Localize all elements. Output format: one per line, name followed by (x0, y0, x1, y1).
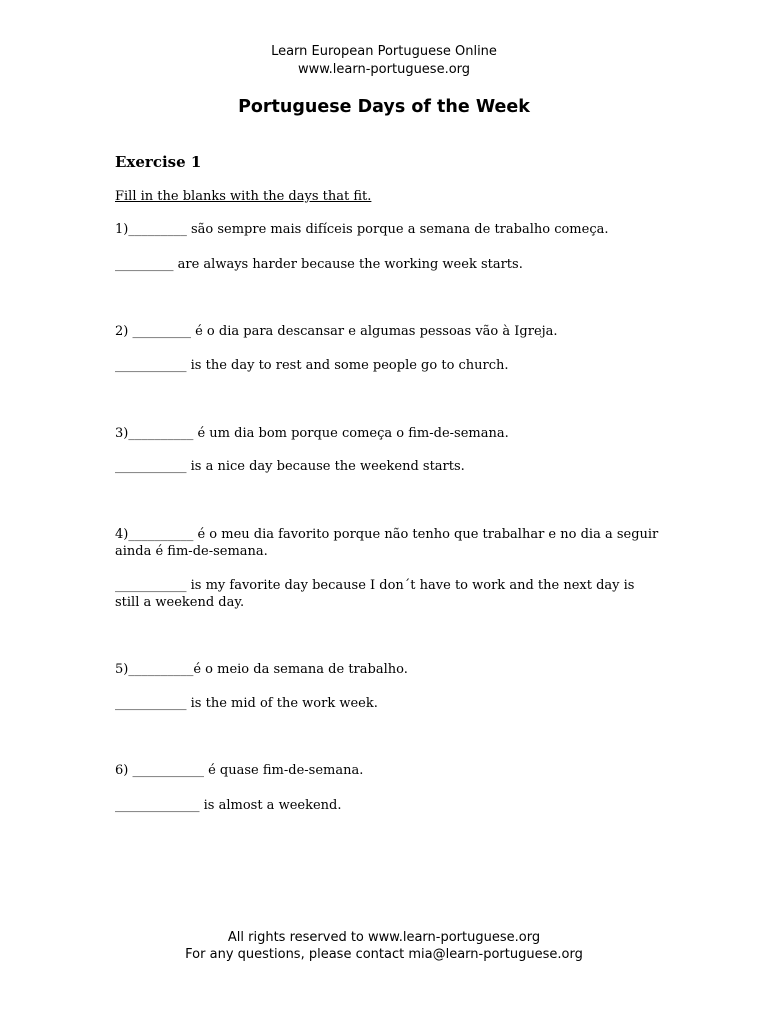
exercise-item-6-portuguese: 6) ___________ é quase fim-de-semana. (115, 763, 364, 778)
exercise-instruction: Fill in the blanks with the days that fit. (115, 189, 372, 204)
site-url: www.learn-portuguese.org (297, 62, 471, 77)
exercise-item-5-english: ___________ is the mid of the work week. (115, 696, 378, 711)
exercise-item-2-english: ___________ is the day to rest and some people go to church. (115, 358, 509, 373)
document-footer (0, 929, 768, 963)
site-name: Learn European Portuguese Online (271, 44, 497, 59)
exercise-item-5-portuguese: 5)__________é o meio da semana de trabalho. (115, 662, 408, 677)
exercise-item-6-english: _____________ is almost a weekend. (115, 798, 342, 813)
exercise-item-3-english: ___________ is a nice day because the weekend starts. (115, 459, 465, 474)
exercise-item-3-portuguese: 3)__________ é um dia bom porque começa o fim-de-semana. (115, 426, 509, 441)
exercise-item-4-english: ___________ is my favorite day because I don´t have to work and the next day is still a weekend day. (115, 578, 635, 610)
exercise-heading: Exercise 1 (115, 153, 202, 171)
exercise-item-4-portuguese: 4)__________ é o meu dia favorito porque não tenho que trabalhar e no dia a seguir ainda é fim-de-semana. (115, 527, 659, 559)
footer-rights: All rights reserved to www.learn-portuguese.org (227, 930, 541, 945)
exercise-item-1-english: _________ are always harder because the working week starts. (115, 257, 523, 272)
document-header (0, 43, 768, 79)
footer-contact: For any questions, please contact mia@learn-portuguese.org (185, 947, 583, 962)
page-title: Portuguese Days of the Week (238, 97, 530, 117)
exercise-item-2-portuguese: 2) _________ é o dia para descansar e algumas pessoas vão à Igreja. (115, 324, 558, 339)
exercise-item-1-portuguese: 1)_________ são sempre mais difíceis porque a semana de trabalho começa. (115, 222, 609, 237)
